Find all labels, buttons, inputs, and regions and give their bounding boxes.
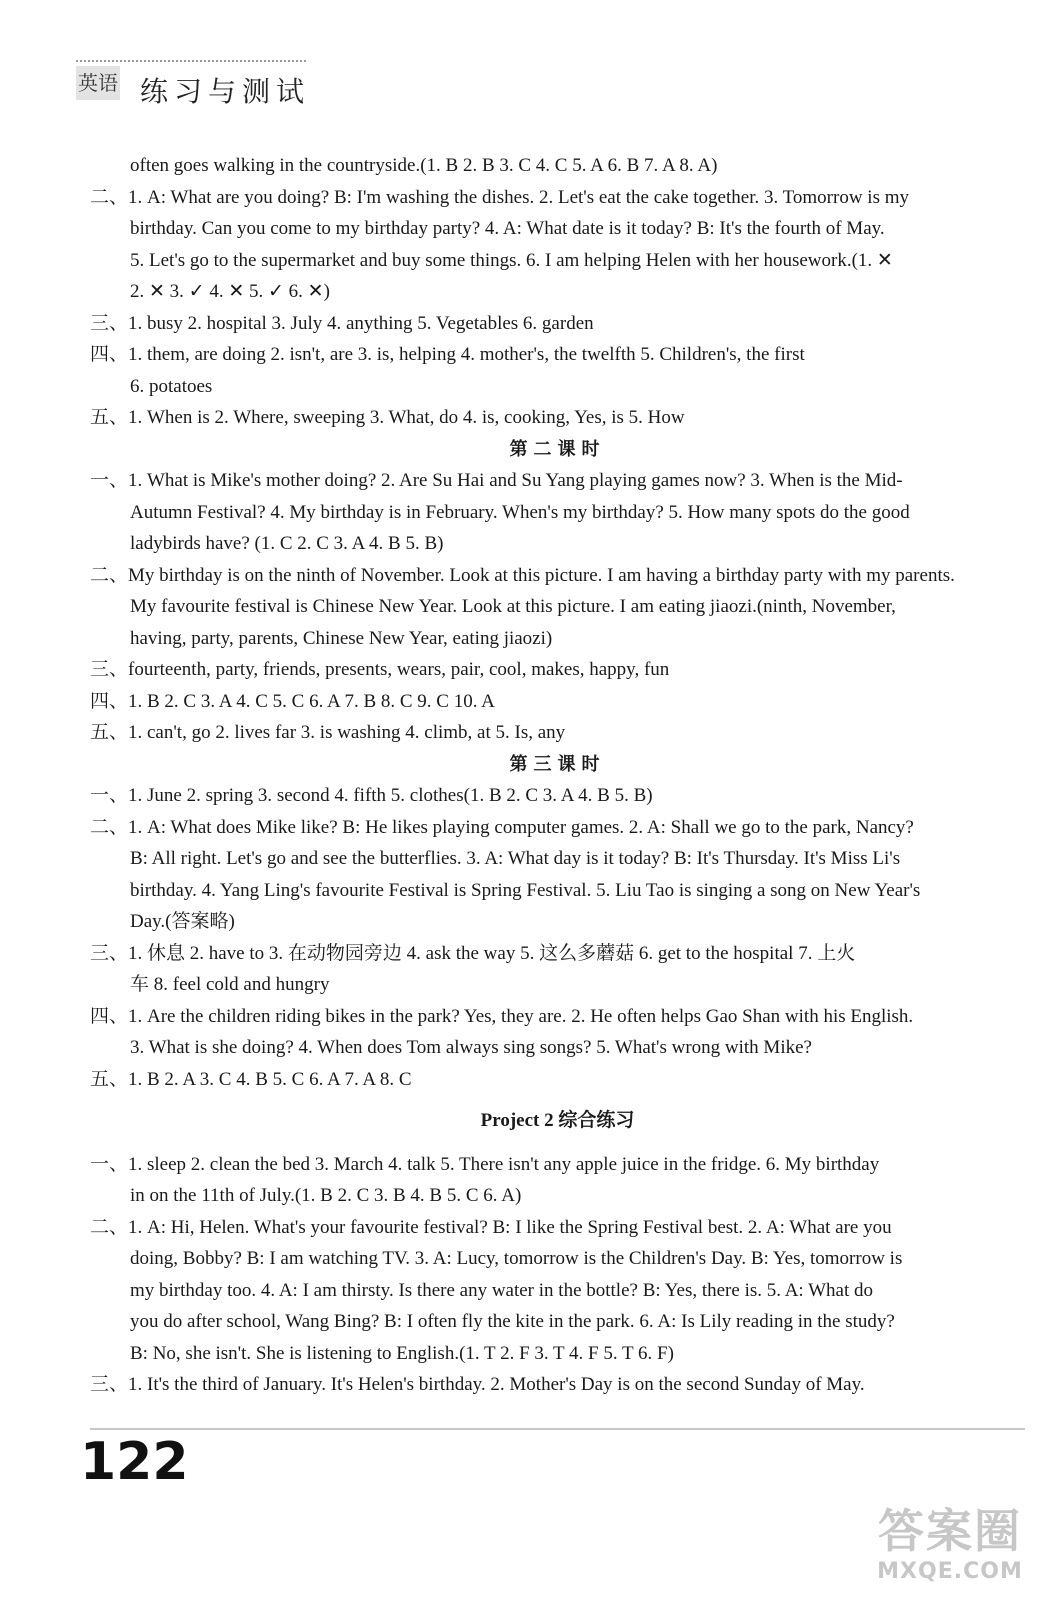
answer-line: ladybirds have? (1. C 2. C 3. A 4. B 5. B) xyxy=(130,533,444,554)
answer-line: 四、1. Are the children riding bikes in the park? Yes, they are. 2. He often helps Gao Shan with his English. xyxy=(90,1005,914,1027)
answer-line: doing, Bobby? B: I am watching TV. 3. A: Lucy, tomorrow is the Children's Day. B: Yes, tomorrow is xyxy=(130,1248,903,1269)
answer-line: 5. Let's go to the supermarket and buy some things. 6. I am helping Helen with her housework.(1. ✕ xyxy=(130,249,893,271)
answer-line: B: No, she isn't. She is listening to English.(1. T 2. F 3. T 4. F 5. T 6. F) xyxy=(130,1342,674,1364)
answer-line: 车 8. feel cold and hungry xyxy=(130,974,330,995)
answer-line: birthday. Can you come to my birthday party? 4. A: What date is it today? B: It's the fourth of May. xyxy=(130,218,885,239)
answer-line: birthday. 4. Yang Ling's favourite Festival is Spring Festival. 5. Liu Tao is singing a song on New Year's xyxy=(130,879,921,901)
book-title: 练习与测试 xyxy=(140,75,311,108)
answer-line: 三、1. 休息 2. have to 3. 在动物园旁边 4. ask the way 5. 这么多蘑菇 6. get to the hospital 7. 上火 xyxy=(90,942,856,964)
page-number: 122 xyxy=(80,1432,189,1492)
answer-line: 二、1. A: What does Mike like? B: He likes playing computer games. 2. A: Shall we go to the park, Nancy? xyxy=(90,816,914,838)
answer-line: 一、1. sleep 2. clean the bed 3. March 4. talk 5. There isn't any apple juice in the fridge. 6. My birthday xyxy=(90,1153,880,1175)
lesson-heading: 第二课时 xyxy=(509,438,606,460)
answer-line: 二、1. A: What are you doing? B: I'm washing the dishes. 2. Let's eat the cake together. 3. Tomorrow is my xyxy=(90,186,910,208)
answer-line: Day.(答案略) xyxy=(130,911,235,932)
answer-line: 五、1. can't, go 2. lives far 3. is washing 4. climb, at 5. Is, any xyxy=(90,722,566,743)
answer-line: 一、1. June 2. spring 3. second 4. fifth 5. clothes(1. B 2. C 3. A 4. B 5. B) xyxy=(90,785,653,806)
answer-line: 四、1. them, are doing 2. isn't, are 3. is, helping 4. mother's, the twelfth 5. Children's, the first xyxy=(90,344,805,365)
subject-label: 英语 xyxy=(76,66,120,100)
page-header xyxy=(76,60,316,110)
watermark-url: MXQE.COM xyxy=(877,1559,1023,1584)
answer-line: 三、fourteenth, party, friends, presents, wears, pair, cool, makes, happy, fun xyxy=(90,659,670,680)
watermark-mark: 答案圈 xyxy=(878,1504,1022,1558)
answer-line: My favourite festival is Chinese New Year. Look at this picture. I am eating jiaozi.(ninth, November, xyxy=(130,596,896,617)
answer-line: 三、1. It's the third of January. It's Helen's birthday. 2. Mother's Day is on the second Sunday of May. xyxy=(90,1374,865,1395)
answer-line: 五、1. B 2. A 3. C 4. B 5. C 6. A 7. A 8. C xyxy=(90,1068,412,1090)
answer-line: 二、My birthday is on the ninth of November. Look at this picture. I am having a birthday party with my parents. xyxy=(90,564,955,586)
header-dotted-rule xyxy=(76,60,306,62)
answer-line: 3. What is she doing? 4. When does Tom always sing songs? 5. What's wrong with Mike? xyxy=(130,1037,812,1058)
project-heading: Project 2 综合练习 xyxy=(480,1110,635,1131)
answer-line: my birthday too. 4. A: I am thirsty. Is there any water in the bottle? B: Yes, there is. 5. A: What do xyxy=(130,1279,873,1301)
answer-line: 6. potatoes xyxy=(130,375,213,397)
answer-line: 一、1. What is Mike's mother doing? 2. Are Su Hai and Su Yang playing games now? 3. When is the Mid- xyxy=(90,470,903,491)
answer-line: often goes walking in the countryside.(1. B 2. B 3. C 4. C 5. A 6. B 7. A 8. A) xyxy=(130,155,718,176)
answer-line: 二、1. A: Hi, Helen. What's your favourite festival? B: I like the Spring Festival best. 2. A: What are you xyxy=(90,1216,892,1238)
watermark-logo xyxy=(860,1505,1040,1593)
answer-line: 四、1. B 2. C 3. A 4. C 5. C 6. A 7. B 8. C 9. C 10. A xyxy=(90,690,495,712)
answer-line: 2. ✕ 3. ✓ 4. ✕ 5. ✓ 6. ✕) xyxy=(130,281,330,302)
answer-line: having, party, parents, Chinese New Year, eating jiaozi) xyxy=(130,627,553,649)
answer-line: you do after school, Wang Bing? B: I often fly the kite in the park. 6. A: Is Lily reading in the study? xyxy=(130,1311,895,1332)
answer-line: B: All right. Let's go and see the butterflies. 3. A: What day is it today? B: It's Thursday. It's Miss Li's xyxy=(130,848,901,869)
answer-content xyxy=(90,150,1025,1401)
answer-line: 三、1. busy 2. hospital 3. July 4. anything 5. Vegetables 6. garden xyxy=(90,312,594,334)
answer-line: Autumn Festival? 4. My birthday is in February. When's my birthday? 5. How many spots do the good xyxy=(130,501,910,523)
answer-line: in on the 11th of July.(1. B 2. C 3. B 4. B 5. C 6. A) xyxy=(130,1185,522,1206)
answer-line: 五、1. When is 2. Where, sweeping 3. What, do 4. is, cooking, Yes, is 5. How xyxy=(90,407,685,428)
lesson-heading: 第三课时 xyxy=(509,753,606,775)
footer-rule xyxy=(90,1428,1025,1430)
